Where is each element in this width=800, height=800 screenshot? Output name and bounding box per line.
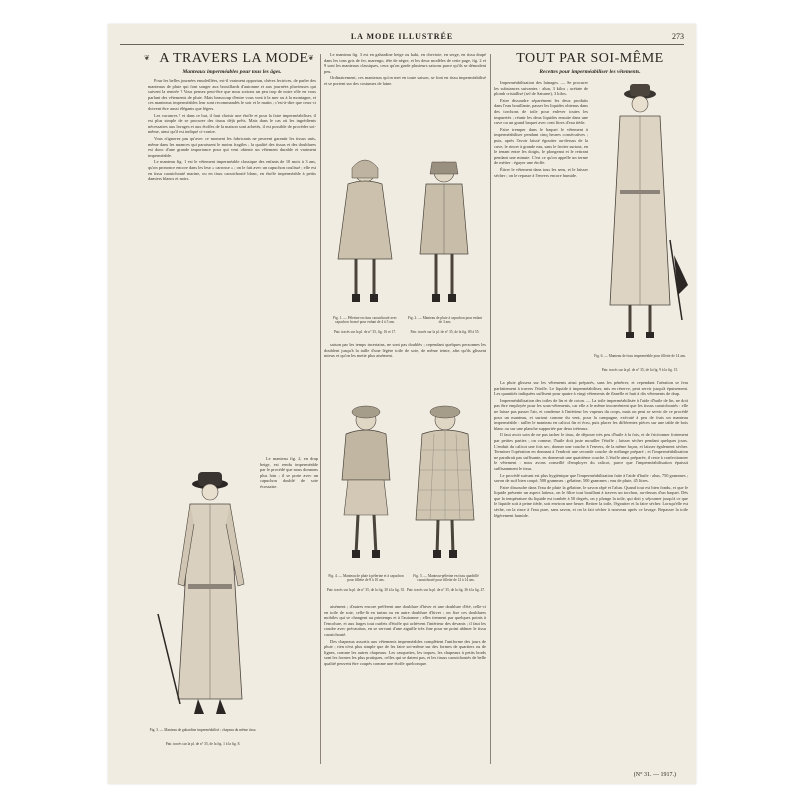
figure-5-caption: Fig. 5. — Manteau-pèlerine en tissu quadrillé caoutchouté pour fillette de 12 à 14 ans. [413, 574, 479, 583]
paragraph: Imperméabilisation des toiles de lin et de coton. — La toile imperméabilisée à l'aide d'huile de lin, ne doit pas être employée pour les sous-vêtements, car elle a le même inconvénient que les tissus caoutchoutés : elle ne laisse pas passer l'air, et condense à l'intérieur les vapeurs du corps, mais on peut se servir de ce procédé pour un manteau, et surtout comme du vent, pour la campagne, exécuté à peu de frais un manteau imperméable : tailler le manteau en calicot fin et écru, puis placer les différentes pièces sur une table de bois blanc ou sur une planche supportée par deux tréteaux. [494, 397, 688, 431]
paragraph: Le procédé suivant est plus hygiénique que l'imperméabilisation faite à l'aide d'huile : alun, 750 grammes ; savon de suif bien coupé, 500 grammes ; gélatine, 500 grammes ; eau de pluie, 45 litres. [494, 472, 688, 484]
paragraph: Faire dissoudre dans l'eau de pluie la gélatine, le savon râpé et l'alun. Quand tout est bien fondu, et que le liquide présente un aspect laiteux, on le filtre tout bouillant à travers un torchon, au-dessus d'un baquet. Dès que la température du liquide est tombée à 50 degrés, on y plonge la toile, qui doit y séjourner jusqu'à ce que le liquide soit à peine tiède, soit environ une heure. Retirer la toile, l'égoutter et la faire sécher. Lorsqu'elle est sèche, on la rince à l'eau pure, sans savon, et on la fait sécher à nouveau après ce lavage. Repasser la toile légèrement humide. [494, 484, 688, 518]
right-article-title: TOUT PAR SOI-MÊME [516, 51, 664, 66]
paragraph: Vous n'ignorez pas qu'avec ce moment les fabricants ne peuvent garantir les tissus unis, même dans les nuances qui paraissent le moins fragiles ; la qualité des tissus et des doublures est donc d'une grande importance pour qui veut obtenir un vêtement durable et vraiment imperméable. [148, 135, 316, 158]
paragraph: La pluie glissera sur les vêtements ainsi préparés, sans les pénétrer, et cependant l'aération se fera parfaitement à travers l'étoffe. Le liquide à imperméabiliser, mis en réserve, peut servir jusqu'à épuisement. Les quantités indiquées suffisent pour quatre à vingt vêtements de flanelle et huit à dix vêtements de drap. [494, 380, 688, 397]
figure-4-patron: Patr. tracés sur la pl. de n° 35, de la fig. 30 à la fig. 35. [326, 588, 406, 592]
figure-6-patron: Patr. tracés sur la pl. de n° 35, de la fig. 9 à la fig. 15. [601, 368, 679, 372]
paragraph: Les vacances ! et dans ce but, il faut choisir une étoffe et pour la faire imperméabiliser, il est plus simple de se procurer des tissus déjà prêts. Mais dans le cas où les ingrédients nécessaires aux lavages et aux étoffes de la maison sont achetés, il est possible de procéder soi-même, ainsi qu'il est indiqué ci-contre. [148, 112, 316, 135]
figure-3-caption: Fig. 3. — Manteau de gabardine imperméabilisé ; chapeau du même tissu. [149, 728, 257, 732]
issue-footer: (N° 31. — 1917.) [633, 772, 676, 778]
figure-4-caption: Fig. 4. — Manteau de pluie à pèlerine et à capuchon pour fillette de 8 à 10 ans. [328, 574, 404, 583]
paragraph: Étirer le vêtement dans tous les sens, et le laisser sécher ; on le repasse à l'envers encore humide. [494, 166, 588, 178]
left-article-title: A TRAVERS LA MODE [159, 51, 309, 66]
paragraph: Il faut avoir soin de ne pas tacher le tissu, de déposer très peu d'huile à la fois, et de frictionner fortement par petites parties ; on comme, l'huile doit juste mouiller l'étoffe ; laisser sécher pendant quelques jours. L'enduit du calicot une fois sec, donner une couche à l'envers, de la même façon, et laisser également sécher. Terminer l'opération en donnant à l'endroit une seconde couche de mélange préparé ; et l'imperméabilisation ne paraîtrait pas suffisante, en donnerait une quatrième couche. L'étoffe ainsi préparée, il reste à confectionner le vêtement : nous avons conseillé d'employer du calicot, parce que l'imperméabilisation épaissit suffisamment le tissu. [494, 432, 688, 471]
figure-6-caption: Fig. 6. — Manteau de tissu imperméable pour fillette de 14 ans. [594, 354, 686, 358]
figure-5-illustration [408, 400, 482, 570]
paragraph: Le manteau fig. 1 est le vêtement imperméable classique des enfants de 10 mois à 3 ans, qu'on prononce encore dans les leur « carrosse » ; on le fait avec un capuchon coulissé ; elle est en tissu caoutchouté marine, ou en tissu caoutchouté blanc, en étoffe imperméable à petits damiers blancs et noirs. [148, 159, 316, 182]
figure-2-caption: Fig. 2. — Manteau de pluie à capuchon pour enfant de 3 ans. [407, 316, 483, 325]
figure-4-illustration [330, 400, 402, 570]
paragraph: Pour les belles journées ensoleillées, est-il vraiment opportun, chères lectrices, de parler des manteaux de pluie qui font songer aux brouillards d'automne et aux journées pluvieuses qui suivent la rentrée ? Vous pensez peut-être que nous sortons un peu trop de notre rôle en vous parlant des vêtements de pluie. Mais beaucoup d'entre vous vont à la mer ou à la montagne, et ces manteaux imperméables leur sont recommandés le soir et le matin ; c'est-à-dire que ceux-ci doivent être aussi élégants que légers. [148, 78, 316, 111]
figure-1-patron: Patr. tracés sur la pl. de n° 35, fig. 16 et 17. [333, 330, 397, 334]
figure-1-caption: Fig. 1. — Pèlerine en tissu caoutchouté avec capuchon froncé pour enfant de 4 à 5 ans. [333, 316, 397, 325]
paragraph: Faire tremper dans le baquet le vêtement à imperméabiliser pendant cinq heures consécutives ; puis, après l'avoir laissé égoutter au-dessus de la cuve, le rincer à grande eau, sans le frotter surtout, en le tenant entre les doigts, le plongeant et le retirant pendant une minute. C'est ce qu'on appelle un terme de métier : égayer une étoffe. [494, 126, 588, 166]
left-article-body-continued [260, 456, 318, 756]
figure-5-patron: Patr. tracés sur la pl. de n° 35, de la fig. 36 à la fig. 47. [406, 588, 486, 592]
figure-1-illustration [330, 154, 400, 314]
page-number: 273 [672, 32, 684, 41]
figure-6-illustration [590, 80, 690, 350]
running-head: LA MODE ILLUSTRÉE [350, 32, 454, 41]
figure-2-illustration [408, 154, 480, 314]
ornament-right-icon: ❦ [308, 54, 314, 62]
left-article-body [148, 78, 316, 453]
figure-3-patron: Patr. tracés sur la pl. de n° 35, de la fig. 1 à la fig. 8. [165, 742, 241, 746]
left-article-subtitle: Manteaux imperméables pour tous les âges. [182, 69, 282, 75]
magazine-page [108, 24, 696, 784]
right-article-body-narrow [494, 80, 588, 376]
right-article-subtitle: Recettes pour imperméabiliser les vêtements. [539, 69, 641, 75]
paragraph: saison par les temps incertains, ne sont pas doublés ; cependant quelques personnes les doublent jusqu'à la taille d'une légère toile de soie, de même teinte, afin qu'ils glissent mieux et qu'on les mette plus aisément. [324, 342, 486, 359]
middle-article-body-bottom [324, 604, 486, 764]
paragraph: aisément ; d'autres encore préfèrent une doublure d'hiver et une doublure d'été, celle-ci en toile de soie, celle-là en tartan ou en autre doublure d'hiver ; on fixe ces doublures mobiles qui se changent au printemps et à l'automne ; elles tiennent par quelques points à l'encolure, et aux larges tout ourlets d'étoffe qui achèvent l'intérieur des devants ; il faut les coudre avec précaution, en se servant d'une aiguille très fine pour ne point abîmer le tissu caoutchouté. [324, 604, 486, 637]
paragraph: Imperméabilisation des lainages. — Se procurer les substances suivantes : alun, 3 kilos ; acétate de plomb cristallisé (sel de Saturne), 3 kilos. [494, 80, 588, 97]
paragraph: Le manteau fig. 3 est en gabardine beige ou kaki, en cheviote, en serge, en tissu drapé dans les tons gris de fer, marengo, tête de nègre, et les deux modèles de cette page, fig. 2 et 9 sont les manteaux classiques, ceux qu'on garde plusieurs saisons parce qu'ils se démodent peu. [324, 52, 486, 74]
paragraph: Le manteau fig. 2, en drap beige, est rendu imperméable par le procédé que nous donnons plus loin ; il se porte avec un capuchon doublé de soie écossaise. [260, 456, 318, 489]
middle-article-body-mid [324, 342, 486, 382]
figure-2-patron: Patr. tracés sur la pl. de n° 35, de la fig. 80 à 55. [410, 330, 480, 334]
paragraph: Ordinairement, ces manteaux qu'on met en toute saison, se font en tissu imperméabilisé et se portent sur des costumes de laine. [324, 75, 486, 86]
figure-3-illustration [150, 464, 260, 724]
paragraph: Faire dissoudre séparément les deux produits dans l'eau bouillante, passer les liquides obtenus dans des torchons de toile pour enlever toutes les impuretés ; réunir les deux liquides ensuite dans une cuve ou un grand baquet avec cent litres d'eau tiède. [494, 97, 588, 126]
paragraph: Des chapeaux assortis aux vêtements imperméables complètent l'uniforme des jours de pluie ; rien n'est plus simple que de les faire soi-même sur des formes de quartiers ou de lignes, comme les autres chapeaux. Les casquettes, les toques, les chapeaux à petits bords sont les formes les plus pratiques, celles qui se datent pas, et les tissus caoutchoutés de belle qualité peuvent être coupés comme une étoffe quelconque. [324, 638, 486, 666]
column-divider-2 [490, 54, 491, 764]
header-rule [120, 44, 684, 45]
ornament-left-icon: ❦ [144, 54, 150, 62]
middle-article-body-top [324, 52, 486, 152]
column-divider-1 [320, 54, 321, 764]
right-article-body-wide [494, 380, 688, 760]
